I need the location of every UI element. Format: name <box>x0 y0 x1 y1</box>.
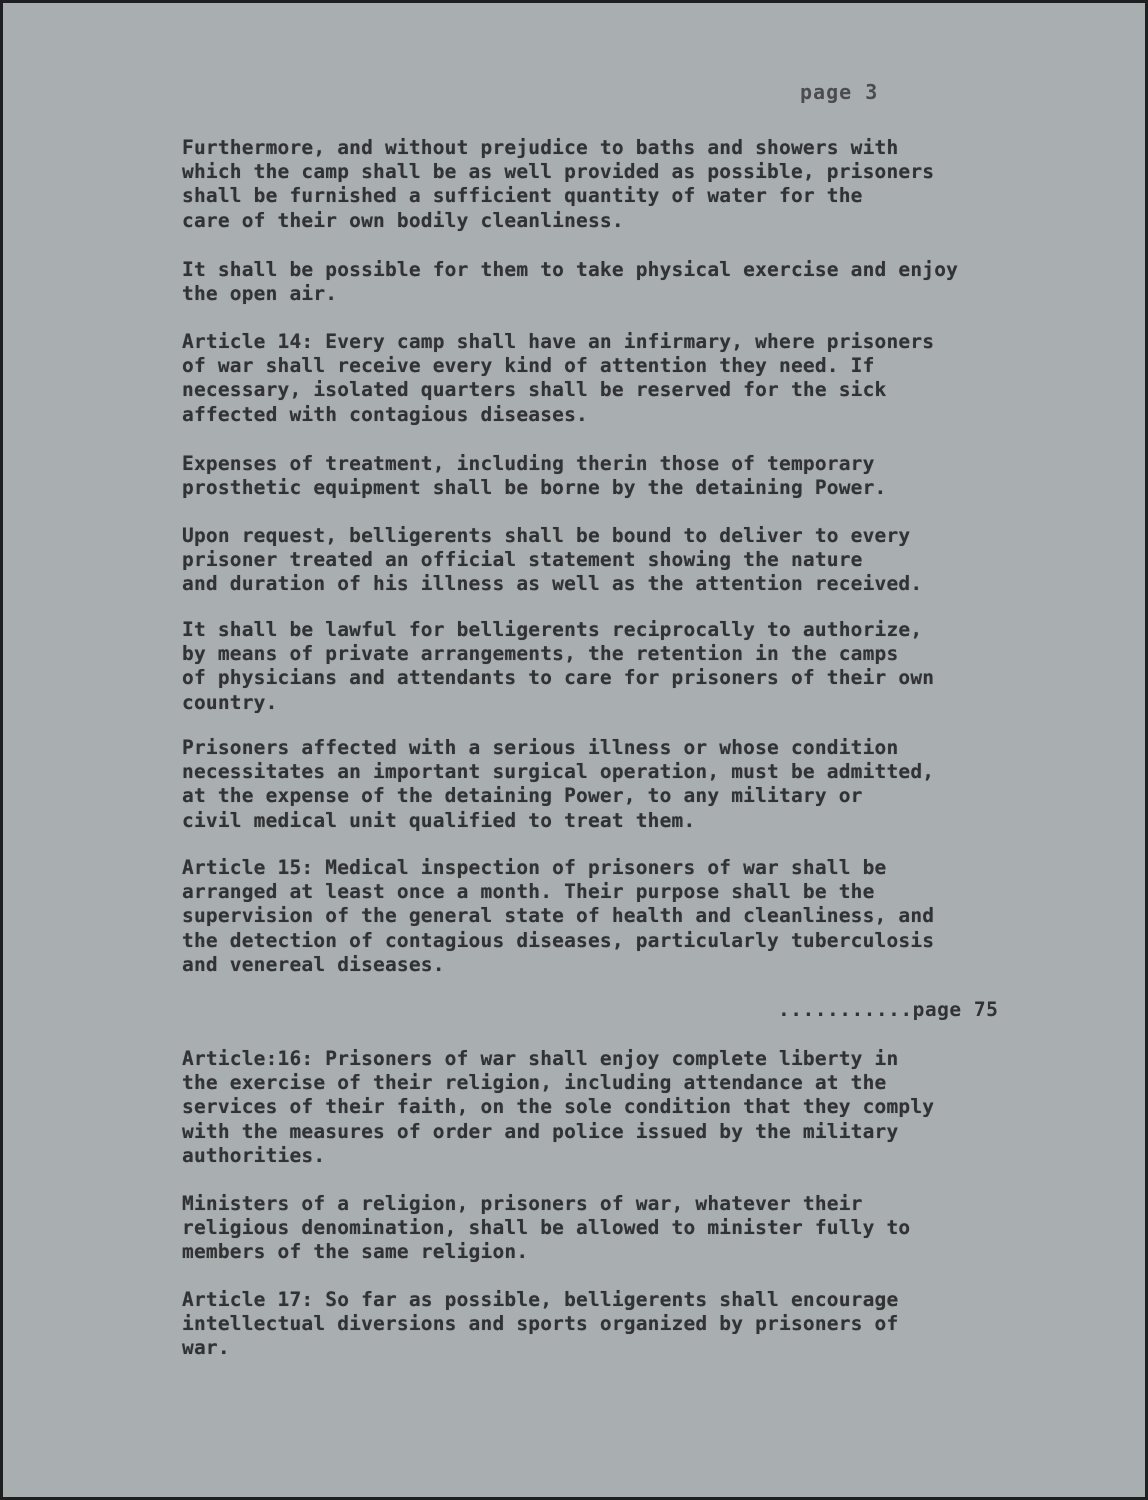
paragraph-article-16: Article:16: Prisoners of war shall enjoy complete liberty in the exercise of their religion, including attendance at the services of their faith, on the sole condition that they comply with the measures of order and police issued by the military authorities. <box>182 1047 935 1167</box>
paragraph-expenses-treatment: Expenses of treatment, including therin those of temporary prosthetic equipment shall be borne by the detaining Power. <box>182 452 887 500</box>
paragraph-official-statement: Upon request, belligerents shall be bound to deliver to every prisoner treated an official statement showing the nature and duration of his illness as well as the attention received. <box>182 524 923 596</box>
paragraph-ministers-religion: Ministers of a religion, prisoners of war, whatever their religious denomination, shall be allowed to minister fully to members of the same religion. <box>182 1192 911 1264</box>
paragraph-article-17: Article 17: So far as possible, belligerents shall encourage intellectual diversions and sports organized by prisoners of war. <box>182 1288 899 1360</box>
paragraph-physicians: It shall be lawful for belligerents reciprocally to authorize, by means of private arrangements, the retention in the camps of physicians and attendants to care for prisoners of their own country. <box>182 618 935 714</box>
page-header-mark: page 3 <box>800 80 879 104</box>
paragraph-serious-illness: Prisoners affected with a serious illness or whose condition necessitates an important surgical operation, must be admitted, at the expense of the detaining Power, to any military or civil medical unit qualified to treat them. <box>182 736 935 832</box>
paragraph-article-14: Article 14: Every camp shall have an infirmary, where prisoners of war shall receive every kind of attention they need. If necessary, isolated quarters shall be reserved for the sick affected with contagious diseases. <box>182 330 935 426</box>
page-continuation-ref: ...........page 75 <box>778 998 999 1021</box>
paragraph-article-15: Article 15: Medical inspection of prisoners of war shall be arranged at least once a month. Their purpose shall be the supervision of the general state of health and cleanliness, and the detection of contagious diseases, particularly tuberculosis and venereal diseases. <box>182 856 935 976</box>
paragraph-exercise: It shall be possible for them to take physical exercise and enjoy the open air. <box>182 258 959 306</box>
paragraph-baths-water: Furthermore, and without prejudice to baths and showers with which the camp shall be as well provided as possible, prisoners shall be furnished a sufficient quantity of water for the care of their own bodily cleanliness. <box>182 136 935 232</box>
